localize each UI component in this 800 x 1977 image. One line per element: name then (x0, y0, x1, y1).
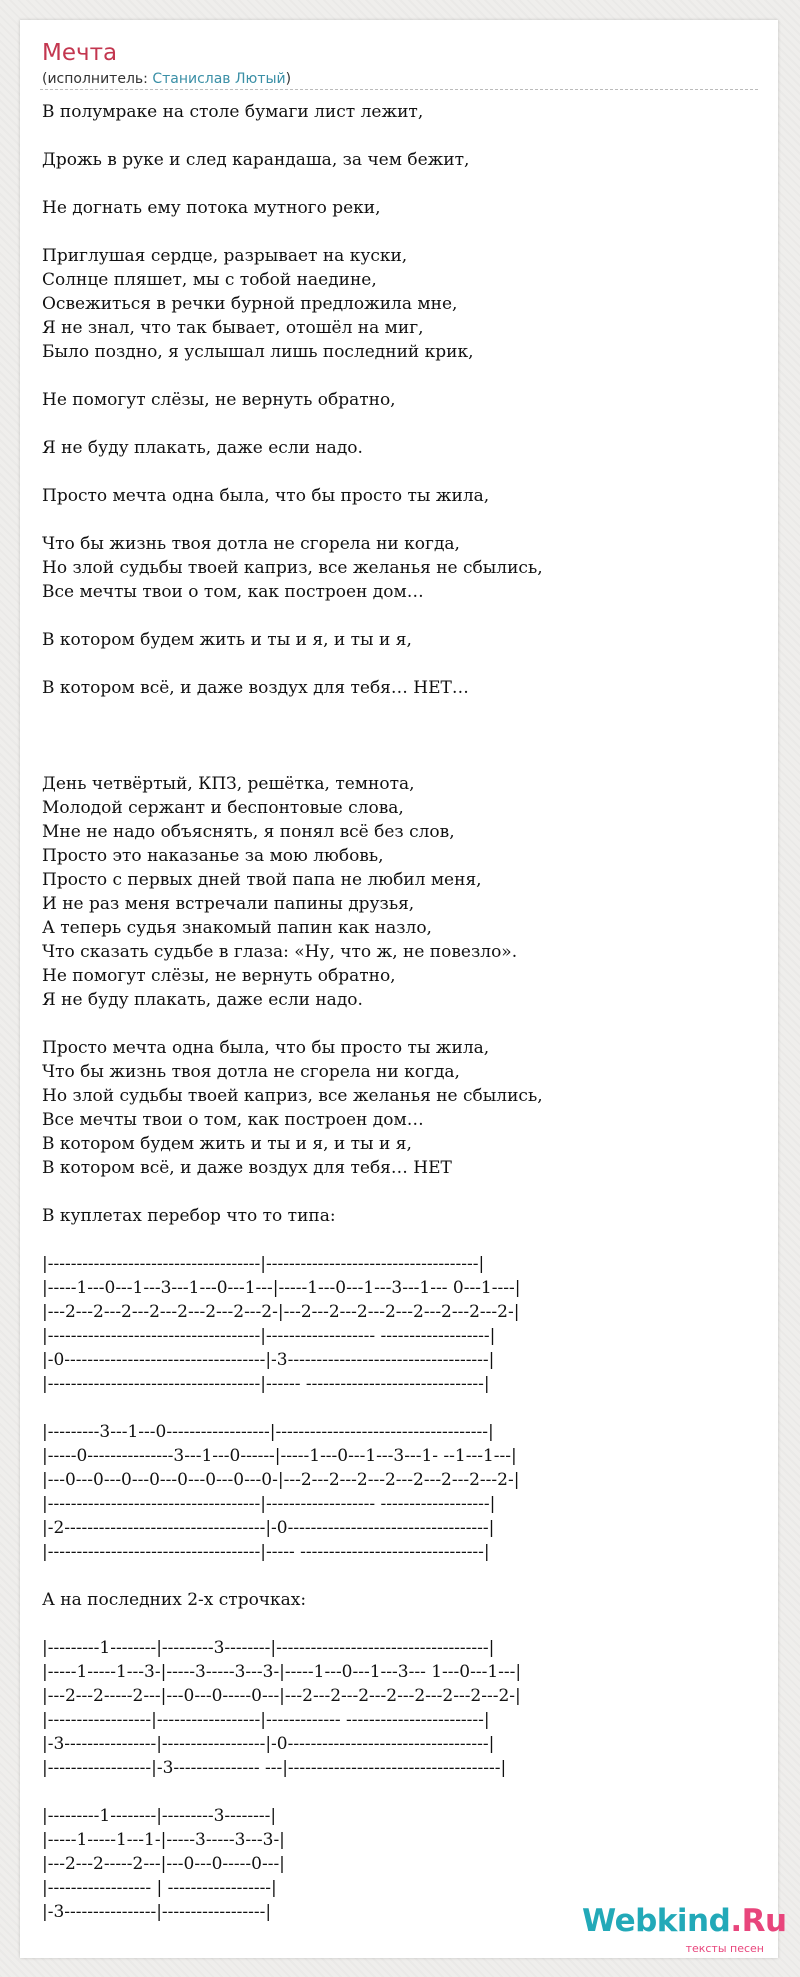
blank-line (42, 1396, 762, 1420)
lyric-line: В полумраке на столе бумаги лист лежит, (42, 102, 424, 122)
lyric-line: |-----1---0---1---3---1---0---1---|-----1---0---1---3---1--- 0---1----| (42, 1278, 521, 1298)
lyric-line: |-----1-----1---3-|-----3-----3---3-|-----1---0---1---3--- 1---0---1---| (42, 1662, 522, 1682)
lyric-line: Не догнать ему потока мутного реки, (42, 198, 381, 218)
artist-prefix: (исполнитель: (42, 71, 153, 87)
lyric-line: |---2---2---2---2---2---2---2---2-|---2---2---2---2---2---2---2---2-| (42, 1302, 520, 1322)
lyric-line: |-0-----------------------------------|-3-----------------------------------| (42, 1350, 495, 1370)
logo-tld: .Ru (730, 1903, 787, 1939)
lyric-line: Молодой сержант и беспонтовые слова, (42, 798, 404, 818)
blank-line (42, 652, 762, 676)
lyric-line: В котором будем жить и ты и я, и ты и я, (42, 1134, 412, 1154)
blank-line (42, 1180, 762, 1204)
lyric-line: Просто с первых дней твой папа не любил меня, (42, 870, 482, 890)
lyric-line: |-------------------------------------|------ -------------------------------| (42, 1374, 490, 1394)
lyric-line: Мне не надо объяснять, я понял всё без слов, (42, 822, 455, 842)
lyric-line: |-------------------------------------|----- --------------------------------| (42, 1542, 490, 1562)
artist-link[interactable]: Станислав Лютый (152, 71, 286, 87)
lyrics-text (42, 100, 762, 1924)
artist-suffix: ) (285, 71, 292, 87)
lyric-line: Но злой судьбы твоей каприз, все желанья не сбылись, (42, 558, 543, 578)
lyric-line: Освежиться в речки бурной предложила мне, (42, 294, 458, 314)
blank-line (42, 1012, 762, 1036)
lyric-line: |-------------------------------------|-------------------------------------| (42, 1254, 485, 1274)
lyric-line: Что сказать судьбе в глаза: «Ну, что ж, не повезло». (42, 942, 518, 962)
lyric-line: Не помогут слёзы, не вернуть обратно, (42, 390, 396, 410)
logo-brand: Webkind (582, 1903, 731, 1939)
lyric-line: Просто мечта одна была, что бы просто ты жила, (42, 1038, 490, 1058)
lyric-line: Солнце пляшет, мы с тобой наедине, (42, 270, 377, 290)
lyric-line: |-------------------------------------|------------------- -------------------| (42, 1326, 496, 1346)
lyric-line: В куплетах перебор что то типа: (42, 1206, 336, 1226)
webkind-logo[interactable] (582, 1903, 787, 1955)
blank-line (42, 604, 762, 628)
lyric-line: |-3----------------|------------------|-0-----------------------------------| (42, 1734, 495, 1754)
blank-line (42, 1228, 762, 1252)
lyric-line: Не помогут слёзы, не вернуть обратно, (42, 966, 396, 986)
blank-line (42, 748, 762, 772)
blank-line (42, 1612, 762, 1636)
blank-line (42, 724, 762, 748)
lyric-line: Но злой судьбы твоей каприз, все желанья не сбылись, (42, 1086, 543, 1106)
lyric-line: День четвёртый, КПЗ, решётка, темнота, (42, 774, 415, 794)
lyric-line: Все мечты твои о том, как построен дом… (42, 1110, 424, 1130)
blank-line (42, 412, 762, 436)
lyric-line: Все мечты твои о том, как построен дом… (42, 582, 424, 602)
blank-line (42, 1564, 762, 1588)
lyric-line: |------------------ | ------------------| (42, 1878, 277, 1898)
blank-line (42, 508, 762, 532)
lyric-line: |---0---0---0---0---0---0---0---0-|---2---2---2---2---2---2---2---2-| (42, 1470, 520, 1490)
lyric-line: |---------1--------|---------3--------| (42, 1806, 277, 1826)
lyric-line: Я не знал, что так бывает, отошёл на миг, (42, 318, 424, 338)
lyric-line: |---------3---1---0------------------|-------------------------------------| (42, 1422, 494, 1442)
header-divider (40, 89, 758, 90)
logo-wordmark (582, 1903, 787, 1939)
blank-line (42, 172, 762, 196)
blank-line (42, 460, 762, 484)
lyric-line: В котором всё, и даже воздух для тебя… НЕТ (42, 1158, 452, 1178)
lyric-line: |-----0---------------3---1---0------|-----1---0---1---3---1- --1---1---| (42, 1446, 517, 1466)
lyric-line: |---2---2-----2---|---0---0-----0---| (42, 1854, 285, 1874)
lyric-line: А теперь судья знакомый папин как назло, (42, 918, 432, 938)
lyric-line: |------------------|------------------|------------- ------------------------| (42, 1710, 490, 1730)
lyric-line: Приглушая сердце, разрывает на куски, (42, 246, 408, 266)
lyric-line: Просто это наказанье за мою любовь, (42, 846, 384, 866)
blank-line (42, 220, 762, 244)
lyric-line: Просто мечта одна была, что бы просто ты жила, (42, 486, 490, 506)
lyric-line: В котором будем жить и ты и я, и ты и я, (42, 630, 412, 650)
lyric-line: Дрожь в руке и след карандаша, за чем бежит, (42, 150, 470, 170)
lyric-line: Я не буду плакать, даже если надо. (42, 438, 363, 458)
artist-line (42, 71, 291, 87)
blank-line (42, 1780, 762, 1804)
lyrics-card (20, 20, 787, 1958)
lyric-line: |------------------|-3--------------- ---|-------------------------------------| (42, 1758, 507, 1778)
lyric-line: Что бы жизнь твоя дотла не сгорела ни когда, (42, 1062, 460, 1082)
lyric-line: |-2-----------------------------------|-0-----------------------------------| (42, 1518, 495, 1538)
lyric-line: В котором всё, и даже воздух для тебя… НЕТ… (42, 678, 469, 698)
lyric-line: |-------------------------------------|------------------- -------------------| (42, 1494, 496, 1514)
lyric-line: |---------1--------|---------3--------|-------------------------------------| (42, 1638, 495, 1658)
logo-tagline: тексты песен (685, 1942, 764, 1955)
lyric-line: Было поздно, я услышал лишь последний крик, (42, 342, 474, 362)
song-title: Мечта (42, 40, 118, 66)
blank-line (42, 364, 762, 388)
lyric-line: |---2---2-----2---|---0---0-----0---|---2---2---2---2---2---2---2---2-| (42, 1686, 521, 1706)
lyric-line: И не раз меня встречали папины друзья, (42, 894, 415, 914)
lyric-line: А на последних 2-х строчках: (42, 1590, 307, 1610)
lyric-line: |-----1-----1---1-|-----3-----3---3-| (42, 1830, 285, 1850)
blank-line (42, 700, 762, 724)
lyric-line: Что бы жизнь твоя дотла не сгорела ни когда, (42, 534, 460, 554)
lyric-line: |-3----------------|------------------| (42, 1902, 272, 1922)
lyric-line: Я не буду плакать, даже если надо. (42, 990, 363, 1010)
blank-line (42, 124, 762, 148)
